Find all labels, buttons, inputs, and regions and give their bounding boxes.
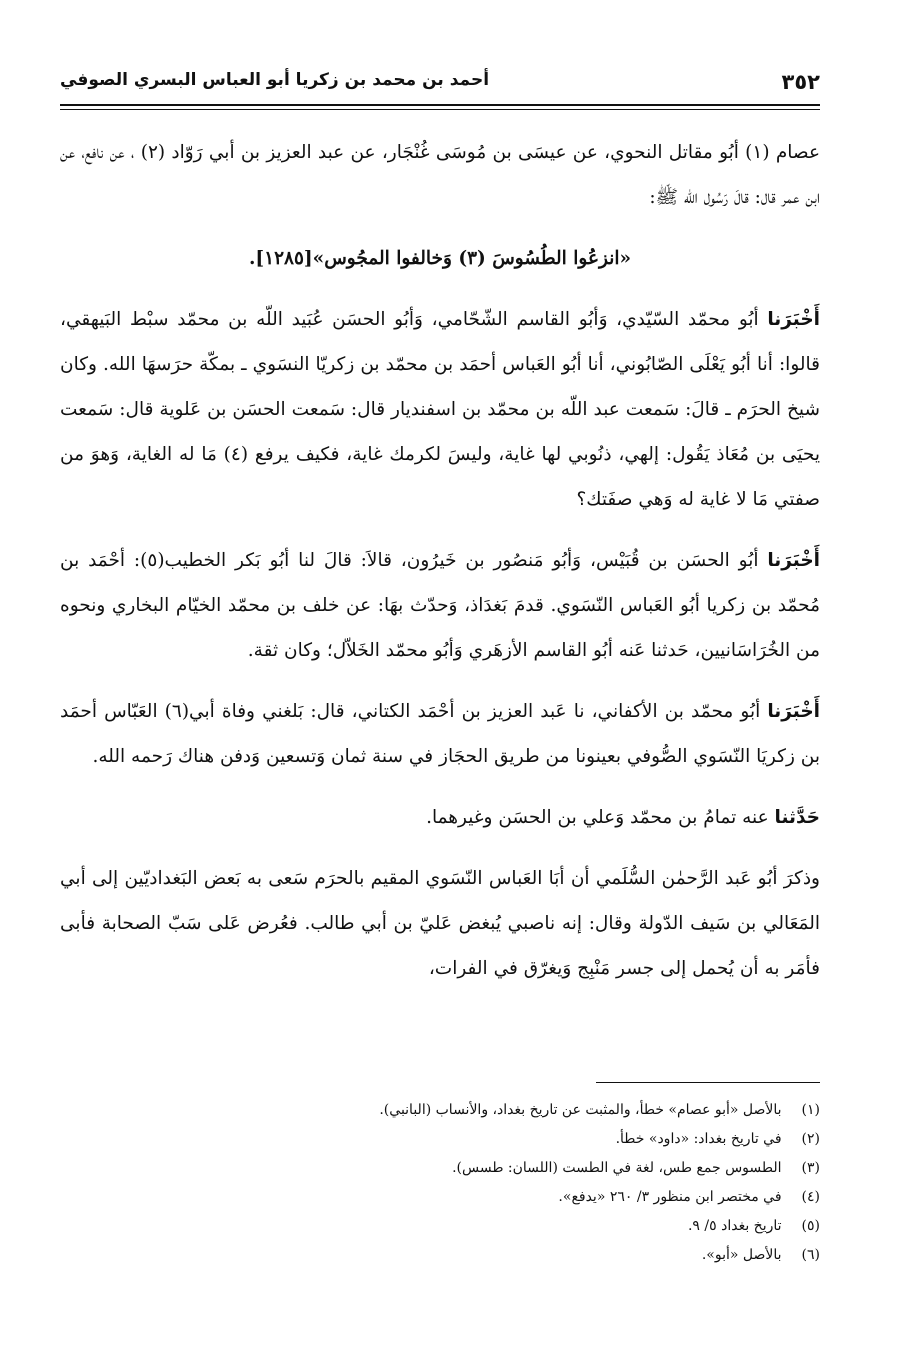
footnote-separator <box>596 1082 820 1083</box>
footnote-number: (٢) <box>801 1131 820 1147</box>
header-rule <box>60 104 820 110</box>
footnote-item <box>220 1212 820 1241</box>
footnotes <box>220 1096 820 1270</box>
paragraph-report-1 <box>60 297 820 522</box>
paragraph-text: أبُو محمّد السّيّدي، وَأبُو القاسم الشّحّامي، وَأبُو الحسَن عُبَيد اللّه بن محمّد سبْط البَيهقي، قالوا: أنا أبُو يَعْلَى الصّابُوني، أنا أبُو العَباس أحمَد بن محمّد بن زكريّا النسَوي ـ بمكّة حرَسهَا الله. وكان شيخ الحرَم ـ قالَ: سَمعت عبد اللّه بن محمّد بن اسفنديار قال: سَمعت الحسَن بن عَلوية قال: سَمعت يحيَى بن مُعَاذ يَقُول: إلهي، ذنُوبي لها غاية، وليسَ لكرمك غاية، فكيف يرفع (٤) مَا له الغاية، وَهوَ من صفتي مَا لا غاية له وَهي صفَتك؟ <box>60 309 820 510</box>
paragraph-report-3 <box>60 689 820 779</box>
paragraph-text: أبُو الحسَن بن قُبَيْس، وَأبُو مَنصُور بن خَيرُون، قالاَ: قالَ لنا أبُو بَكر الخطيب(٥): أحْمَد بن مُحمّد بن زكريا أبُو العَباس النّسَوي. قدمَ بَغدَاذ، وَحدّث بهَا: عن خلف بن محمّد الخيّام البخاري ونحوه من الخُرَاسَانيين، حَدثنا عَنه أبُو القاسم الأزهَري وَأبُو محمّد الخَلاّل؛ وكان ثقة. <box>60 550 820 661</box>
paragraph-text: أبُو محمّد بن الأكفاني، نا عَبد العزيز بن أحْمَد الكتاني، قال: بَلغني وفاة أبي(٦) العَبّاس أحمَد بن زكريَا النّسَوي الصُّوفي بعينونا من طريق الحجَاز في سنة ثمان وَتسعين وَدفن هناك رَحمه الله. <box>60 701 820 767</box>
paragraph-report-4 <box>60 795 820 840</box>
footnote-text: في تاريخ بغداد: «داود» خطأ. <box>615 1131 782 1147</box>
footnote-number: (٥) <box>801 1218 820 1234</box>
paragraph-text: عصام (١) أبُو مقاتل النحوي، عن عيسَى بن مُوسَى غُنْجَار، عن عبد العزيز بن أبي رَوّاد (٢) ، عن نافع، عن ابن عمر قال: قالَ رَسُول الله ﷺ: <box>60 142 820 208</box>
footnote-item <box>220 1154 820 1183</box>
footnote-item <box>220 1125 820 1154</box>
paragraph-lead-word: أَخْبَرَنا <box>767 701 820 722</box>
page-number: ٣٥٢ <box>781 70 820 94</box>
paragraph-report-2 <box>60 538 820 673</box>
footnote-item <box>220 1096 820 1125</box>
paragraph-lead-word: حَدَّثنا <box>774 807 820 828</box>
main-text <box>60 130 820 991</box>
footnote-number: (٣) <box>801 1160 820 1176</box>
footnote-text: في مختصر ابن منظور ٣/ ٢٦٠ «يدفع». <box>558 1189 782 1205</box>
footnote-number: (٦) <box>801 1247 820 1263</box>
paragraph-text: وذكرَ أبُو عَبد الرَّحمٰن السُّلَمي أن أبَا العَباس النّسَوي المقيم بالحرَم سَعى به بَعض البَغداديّين إلى أبي المَعَالي بن سَيف الدّولة وقال: إنه ناصبي يُبغض عَليّ بن أبي طالب. فعُرض عَلى سَبّ الصحابة فأبى فأمَر به أن يُحمل إلى جسر مَنْبِج وَيغرّق في الفرات، <box>60 868 820 979</box>
page-header <box>60 66 820 106</box>
footnote-text: تاريخ بغداد ٥/ ٩. <box>687 1218 782 1234</box>
footnote-text: بالأصل «أبو عصام» خطأ، والمثبت عن تاريخ بغداد، والأنساب (البانبي). <box>379 1102 782 1118</box>
paragraph-lead-word: أَخْبَرَنا <box>767 309 820 330</box>
hadith-text: «انزعُوا الطُسُوسَ (٣) وَخالفوا المجُوس»[١٢٨٥]. <box>248 248 632 269</box>
footnote-number: (١) <box>801 1102 820 1118</box>
footnote-item <box>220 1241 820 1270</box>
footnote-text: الطسوس جمع طس، لغة في الطست (اللسان: طسس). <box>452 1160 782 1176</box>
footnote-item <box>220 1183 820 1212</box>
footnote-text: بالأصل «أبو». <box>701 1247 782 1263</box>
paragraph-isnad-intro <box>60 130 820 220</box>
paragraph-text: عنه تمامُ بن محمّد وَعلي بن الحسَن وغيرهما. <box>426 807 775 828</box>
paragraph-narrative <box>60 856 820 991</box>
paragraph-lead-word: أَخْبَرَنا <box>767 550 820 571</box>
footnote-number: (٤) <box>801 1189 820 1205</box>
running-title: أحمد بن محمد بن زكريا أبو العباس البسري الصوفي <box>60 70 490 90</box>
